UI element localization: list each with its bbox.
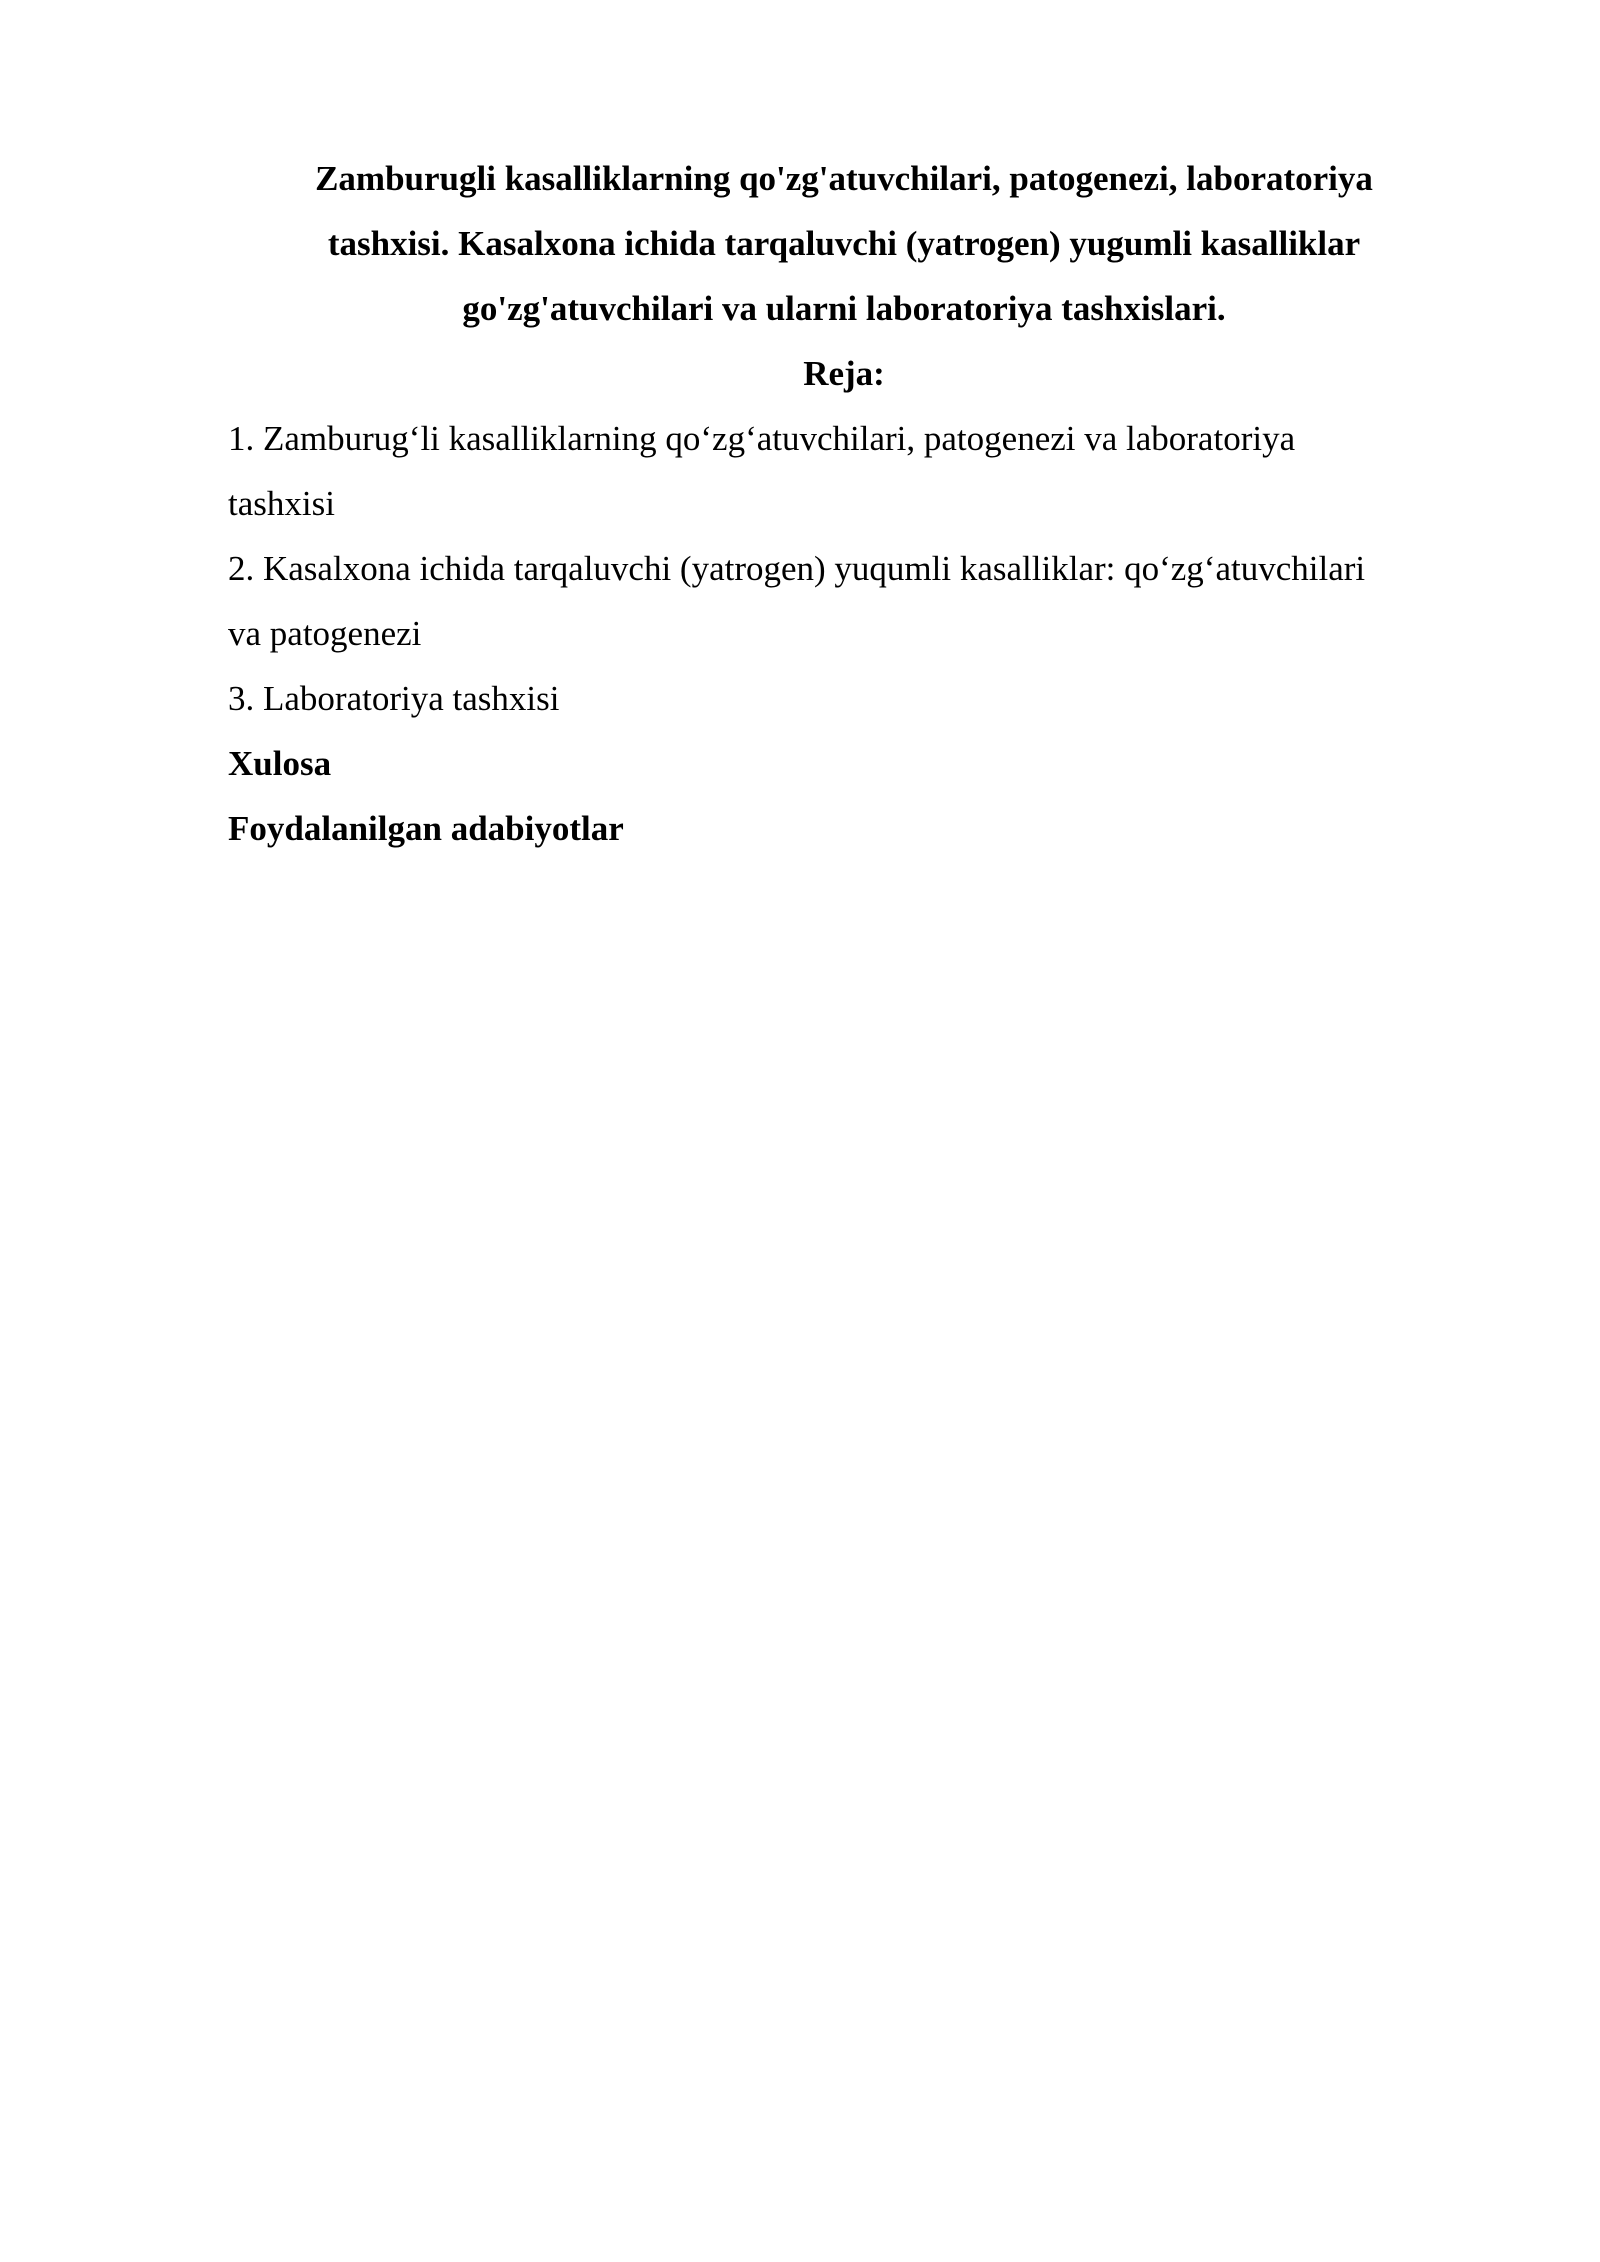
conclusion-heading: Xulosa — [228, 744, 332, 783]
title-line: Zamburugli kasalliklarning qo'zg'atuvchilari, patogenezi, laboratoriya — [315, 159, 1373, 198]
plan-item-line: 3. Laboratoriya tashxisi — [228, 679, 560, 718]
title-line: tashxisi. Kasalxona ichida tarqaluvchi (yatrogen) yugumli kasalliklar — [327, 224, 1361, 263]
plan-heading: Reja: — [803, 354, 885, 393]
document-content — [228, 146, 1460, 861]
plan-item-line: va patogenezi — [228, 614, 422, 653]
plan-item-line: tashxisi — [228, 484, 335, 523]
document-title — [228, 146, 1460, 341]
plan-item — [228, 536, 1460, 666]
plan-item — [228, 666, 1460, 731]
plan-item-line: 2. Kasalxona ichida tarqaluvchi (yatrogen) yuqumli kasalliklar: qo‘zg‘atuvchilari — [228, 549, 1366, 588]
plan-item-line: 1. Zamburug‘li kasalliklarning qo‘zg‘atuvchilari, patogenezi va laboratoriya — [228, 419, 1296, 458]
plan-list — [228, 406, 1460, 731]
references-heading: Foydalanilgan adabiyotlar — [228, 809, 624, 848]
title-line: go'zg'atuvchilari va ularni laboratoriya tashxislari. — [462, 289, 1226, 328]
plan-item — [228, 406, 1460, 536]
